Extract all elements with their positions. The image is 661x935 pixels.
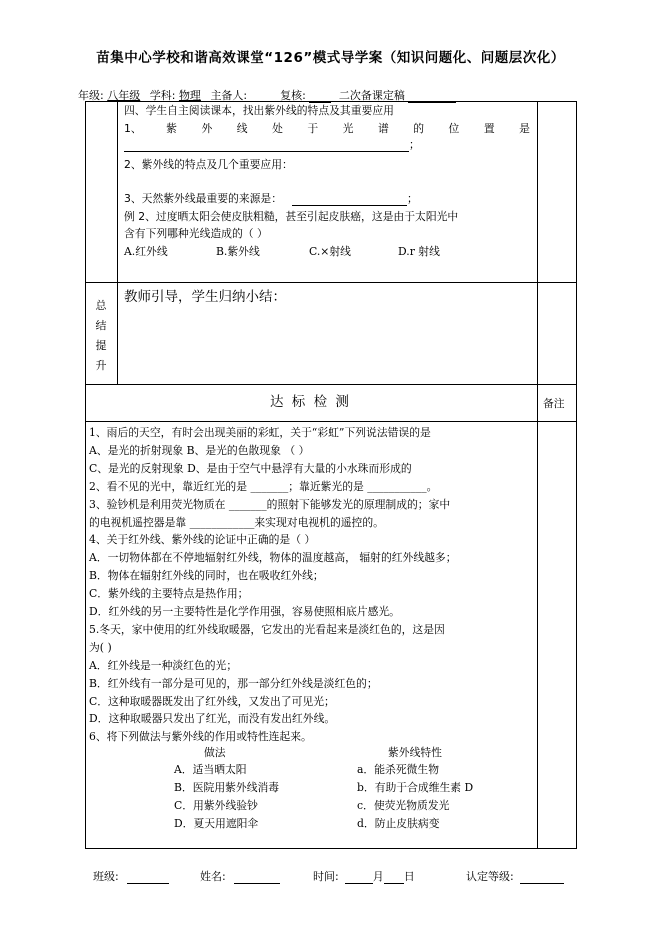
divider bbox=[85, 421, 577, 422]
page-title: 苗集中心学校和谐高效课堂“126”模式导学案（知识问题化、问题层次化） bbox=[96, 50, 565, 66]
grade-value: 八年级 bbox=[107, 89, 141, 102]
section4-q3: 3、天然紫外线最重要的来源是： ； bbox=[124, 192, 418, 205]
summary-side-label: 总 结 提 升 bbox=[95, 299, 107, 372]
test-line: 为( ) bbox=[89, 640, 112, 654]
test-line: C．紫外线的主要特点是热作用； bbox=[89, 587, 249, 601]
test-heading: 达 标 检 测 bbox=[270, 394, 351, 410]
match-left-a: A．适当晒太阳 bbox=[174, 763, 247, 776]
test-line: 4、关于红外线、紫外线的论证中正确的是（ ） bbox=[89, 533, 316, 547]
example2-option-c: C.×射线 bbox=[309, 245, 351, 258]
section4-q1: 1、 紫 外 线 处 于 光 谱 的 位 置 是 bbox=[124, 122, 530, 135]
example2-option-d: D.r 射线 bbox=[398, 245, 440, 258]
test-line: 3、验钞机是利用荧光物质在 _______的照射下能够发光的原理制成的；家中 bbox=[89, 497, 451, 511]
divider bbox=[117, 101, 118, 384]
test-line: A、是光的折射现象 B、是光的色散现象 （ ） bbox=[89, 443, 310, 457]
remark-label: 备注 bbox=[543, 397, 565, 410]
match-right-d: d．防止皮肤病变 bbox=[357, 817, 440, 830]
match-left-d: D．夏天用遮阳伞 bbox=[174, 817, 259, 830]
example2-line1: 例 2、过度晒太阳会使皮肤粗糙，甚至引起皮肤癌，这是由于太阳光中 bbox=[124, 210, 459, 223]
footer-class: 班级: bbox=[93, 868, 169, 884]
match-right-c: c．使荧光物质发光 bbox=[357, 799, 450, 812]
footer-time: 时间: 月 日 bbox=[313, 870, 415, 883]
match-header-right: 紫外线特性 bbox=[388, 746, 442, 759]
example2-option-b: B.紫外线 bbox=[216, 245, 260, 258]
second-prep-label: 二次备课定稿 bbox=[338, 89, 405, 102]
test-line: A．一切物体都在不停地辐射红外线，物体的温度越高， 辐射的红外线越多； bbox=[89, 551, 457, 565]
section4-q1-blank: ； bbox=[124, 137, 420, 152]
test-line: C．这种取暖器既发出了红外线，又发出了可见光； bbox=[89, 694, 335, 708]
test-line: 1、雨后的天空，有时会出现美丽的彩虹，关于“彩虹”下列说法错误的是 bbox=[89, 426, 431, 439]
section4-q2: 2、紫外线的特点及几个重要应用： bbox=[124, 158, 293, 171]
match-right-a: a．能杀死微生物 bbox=[357, 763, 440, 776]
test-line: B．物体在辐射红外线的同时，也在吸收红外线； bbox=[89, 569, 324, 583]
grade-label: 年级: bbox=[78, 89, 104, 102]
divider bbox=[537, 101, 538, 849]
test-line: 5.冬天，家中使用的红外线取暖器，它发出的光看起来是淡红色的，这是因 bbox=[89, 622, 445, 636]
example2-option-a: A.红外线 bbox=[124, 245, 168, 258]
test-line: 的电视机遥控器是靠 ____________来实现对电视机的遥控的。 bbox=[89, 515, 384, 529]
test-line: 2、看不见的光中，靠近红光的是 _______；靠近紫光的是 ___________。 bbox=[89, 479, 438, 493]
match-left-c: C．用紫外线验钞 bbox=[174, 799, 258, 812]
test-line: 6、将下列做法与紫外线的作用或特性连起来。 bbox=[89, 730, 312, 744]
test-line: A．红外线是一种淡红色的光； bbox=[89, 658, 238, 672]
preparer-label: 主备人: bbox=[210, 89, 248, 102]
match-header-left: 做法 bbox=[204, 746, 226, 759]
test-line: D．红外线的另一主要特性是化学作用强，容易使照相底片感光。 bbox=[89, 605, 400, 618]
test-line: C、是光的反射现象 D、是由于空气中悬浮有大量的小水珠而形成的 bbox=[89, 461, 412, 475]
reviewer-label: 复核: bbox=[280, 89, 306, 102]
subject-value: 物理 bbox=[178, 89, 201, 102]
test-line: D．这种取暖器只发出了红光，而没有发出红外线。 bbox=[89, 712, 336, 726]
match-right-b: b．有助于合成维生素 D bbox=[357, 781, 474, 794]
test-line: B．红外线有一部分是可见的，那一部分红外线是淡红色的； bbox=[89, 676, 378, 690]
divider bbox=[85, 282, 577, 283]
footer-level: 认定等级: bbox=[466, 868, 564, 884]
summary-text: 教师引导，学生归纳小结： bbox=[124, 289, 286, 305]
match-left-b: B．医院用紫外线消毒 bbox=[174, 781, 280, 794]
example2-line2: 含有下列哪种光线造成的（ ） bbox=[124, 227, 268, 240]
footer-name: 姓名: bbox=[200, 868, 280, 884]
subject-label: 学科: bbox=[149, 89, 176, 102]
section4-heading: 四、学生自主阅读课本，找出紫外线的特点及其重要应用 bbox=[124, 104, 394, 117]
divider bbox=[85, 384, 577, 385]
